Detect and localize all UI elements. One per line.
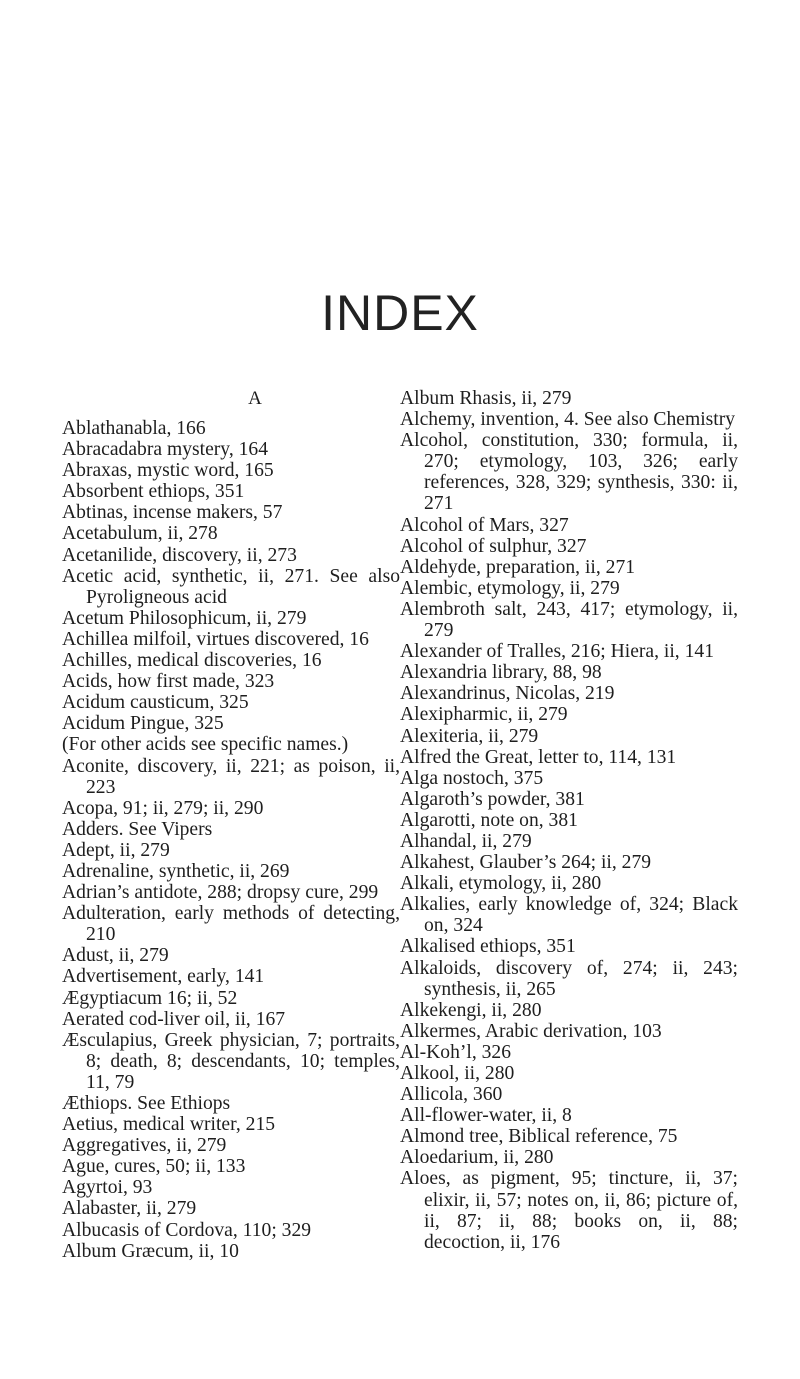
index-entry: Acids, how first made, 323	[62, 671, 275, 693]
index-entry: Alchemy, invention, 4. See also Chemistry	[400, 409, 736, 431]
index-entry: Acidum causticum, 325	[62, 692, 249, 714]
index-entry: (For other acids see specific names.)	[62, 734, 349, 756]
index-entry: Abtinas, incense makers, 57	[62, 502, 283, 524]
index-entry: Alkekengi, ii, 280	[400, 999, 542, 1021]
index-entry: Almond tree, Biblical reference, 75	[400, 1126, 678, 1148]
index-entry: Alcohol, constitution, 330; formula, ii, 270; etymology, 103, 326; early references, 328, 329; synthesis, 330: ii, 271	[400, 430, 738, 515]
index-entry: Adust, ii, 279	[62, 945, 169, 967]
index-entry: Acetum Philosophicum, ii, 279	[62, 607, 307, 629]
index-entry: Al-Koh’l, 326	[400, 1041, 512, 1063]
index-entry: Aloes, as pigment, 95; tincture, ii, 37; elixir, ii, 57; notes on, ii, 86; picture of, ii, 87; ii, 88; books on, ii, 88; decoction, ii, 176	[400, 1168, 738, 1253]
index-entry: Algaroth’s powder, 381	[400, 788, 585, 810]
index-entry: Algarotti, note on, 381	[400, 809, 578, 831]
index-entry: Alhandal, ii, 279	[400, 830, 532, 852]
index-entry: All-flower-water, ii, 8	[400, 1105, 572, 1127]
index-entry: Adept, ii, 279	[62, 839, 170, 861]
index-entry: Alkahest, Glauber’s 264; ii, 279	[400, 852, 652, 874]
index-entry: Album Græcum, ii, 10	[62, 1240, 239, 1262]
index-entry: Album Rhasis, ii, 279	[400, 388, 572, 409]
index-entry: Aloedarium, ii, 280	[400, 1147, 554, 1169]
index-entry: Achillea milfoil, virtues discovered, 16	[62, 628, 369, 650]
index-column-left	[62, 388, 400, 1262]
index-entry: Abraxas, mystic word, 165	[62, 460, 274, 482]
index-entry: Alexiteria, ii, 279	[400, 725, 539, 747]
index-entry: Aconite, discovery, ii, 221; as poison, ii, 223	[62, 755, 400, 798]
index-entry: Æthiops. See Ethiops	[62, 1093, 231, 1114]
index-entry: Adders. See Vipers	[62, 818, 213, 840]
index-entry: Alcohol of sulphur, 327	[400, 535, 587, 557]
index-entry: Alkaloids, discovery of, 274; ii, 243; synthesis, ii, 265	[400, 957, 738, 1000]
index-entry: Acidum Pingue, 325	[62, 713, 224, 735]
index-entry: Aldehyde, preparation, ii, 271	[400, 556, 636, 578]
index-entry: Alabaster, ii, 279	[62, 1198, 197, 1220]
index-entry: Alexandrinus, Nicolas, 219	[400, 683, 615, 705]
index-entry: Æsculapius, Greek physician, 7; portraits, 8; death, 8; descendants, 10; temples, 11, 79	[62, 1029, 400, 1093]
index-entry: Adulteration, early methods of detecting, 210	[62, 903, 400, 946]
index-entry: Alfred the Great, letter to, 114, 131	[400, 746, 677, 768]
index-entry: Acopa, 91; ii, 279; ii, 290	[62, 797, 264, 819]
section-letter: A	[248, 388, 262, 409]
index-entry: Alexipharmic, ii, 279	[400, 704, 568, 726]
index-entry: Acetic acid, synthetic, ii, 271. See also Pyroligneous acid	[62, 565, 400, 608]
index-entry: Ablathanabla, 166	[62, 418, 206, 439]
index-entry: Absorbent ethiops, 351	[62, 481, 245, 503]
page-title: INDEX	[321, 285, 479, 341]
index-entry: Advertisement, early, 141	[62, 966, 265, 988]
index-entry: Ague, cures, 50; ii, 133	[62, 1156, 246, 1178]
index-entry: Albucasis of Cordova, 110; 329	[62, 1219, 312, 1241]
index-entry: Adrian’s antidote, 288; dropsy cure, 299	[62, 882, 379, 904]
index-entry: Alkool, ii, 280	[400, 1063, 515, 1084]
index-entry: Ægyptiacum 16; ii, 52	[62, 987, 238, 1009]
index-entry: Aetius, medical writer, 215	[62, 1114, 276, 1136]
index-entry: Alkermes, Arabic derivation, 103	[400, 1020, 662, 1042]
index-entry: Aerated cod-liver oil, ii, 167	[62, 1008, 286, 1030]
index-entry: Abracadabra mystery, 164	[62, 439, 269, 461]
index-entry: Acetanilide, discovery, ii, 273	[62, 544, 297, 566]
index-entry: Alga nostoch, 375	[400, 767, 544, 789]
index-entry: Alkali, etymology, ii, 280	[400, 873, 602, 895]
index-entry: Alkalies, early knowledge of, 324; Black on, 324	[400, 894, 738, 937]
index-entry: Alexandria library, 88, 98	[400, 662, 602, 684]
index-entry: Alembic, etymology, ii, 279	[400, 577, 620, 599]
index-column-right	[400, 388, 738, 1253]
index-entry: Alkalised ethiops, 351	[400, 936, 576, 958]
index-entry: Achilles, medical discoveries, 16	[62, 650, 322, 672]
index-entry: Aggregatives, ii, 279	[62, 1135, 227, 1157]
index-entry: Alcohol of Mars, 327	[400, 514, 569, 536]
index-entry: Acetabulum, ii, 278	[62, 523, 218, 545]
index-entry: Alembroth salt, 243, 417; etymology, ii, 279	[400, 598, 738, 642]
index-entry: Allicola, 360	[400, 1084, 503, 1106]
index-entry: Adrenaline, synthetic, ii, 269	[62, 860, 290, 882]
index-entry: Agyrtoi, 93	[62, 1177, 153, 1199]
index-entry: Alexander of Tralles, 216; Hiera, ii, 141	[400, 641, 714, 663]
